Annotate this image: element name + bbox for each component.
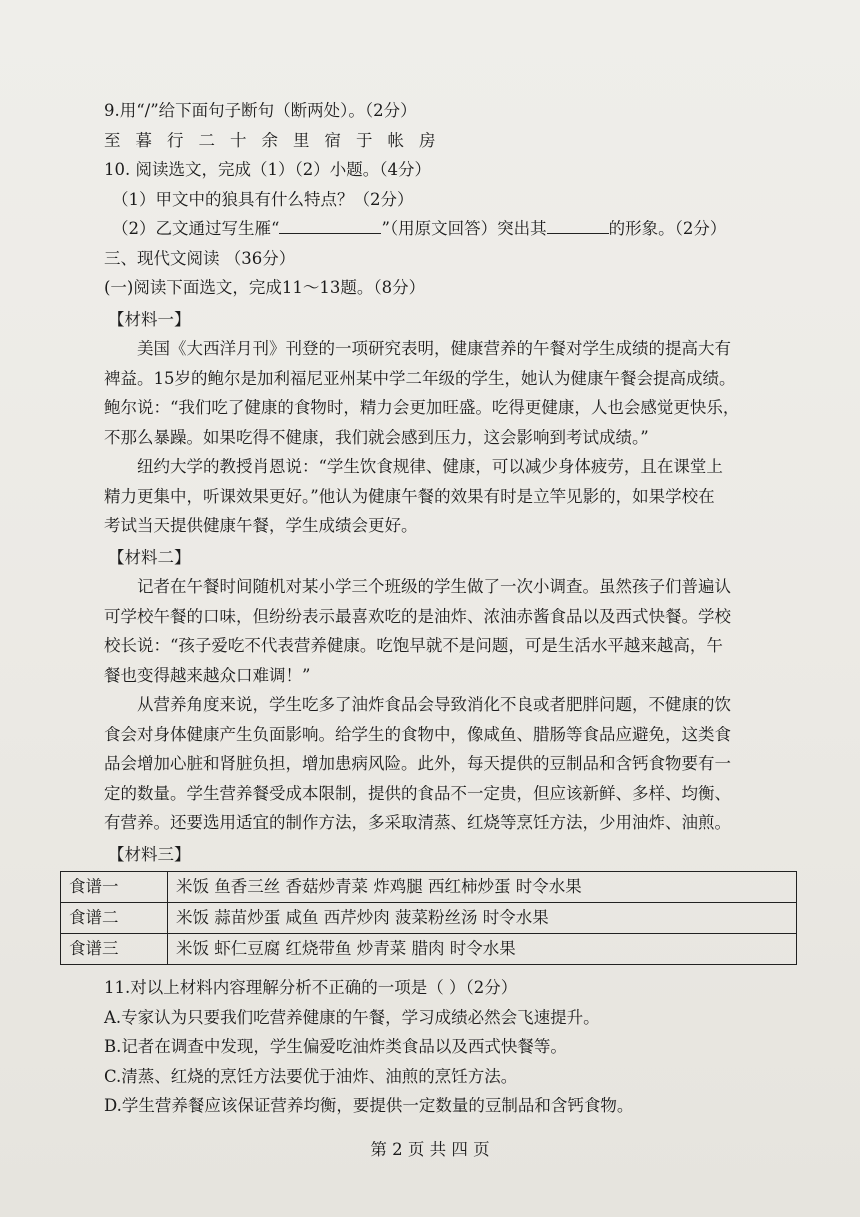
- material2-line: 定的数量。学生营养餐受成本限制，提供的食品不一定贵，但应该新鲜、多样、均衡、: [104, 783, 731, 803]
- q11-option-a: A.专家认为只要我们吃营养健康的午餐，学习成绩必然会飞速提升。: [104, 1007, 600, 1027]
- material3-title: 【材料三】: [108, 844, 191, 864]
- table-row: [61, 934, 797, 965]
- material1-line: 考试当天提供健康午餐，学生成绩会更好。: [104, 516, 418, 535]
- material2-line: 品会增加心脏和肾脏负担，增加患病风险。此外，每天提供的豆制品和含钙食物要有一: [104, 754, 731, 773]
- material1-line: 纽约大学的教授肖恩说：“学生饮食规律、健康，可以减少身体疲劳，且在课堂上: [137, 457, 723, 476]
- q10-sub1: （1）甲文中的狼具有什么特点？（2分）: [112, 189, 414, 209]
- material2-line: 有营养。还要选用适宜的制作方法，多采取清蒸、红烧等烹饪方法，少用油炸、油煎。: [104, 813, 731, 832]
- material1-line: 精力更集中，听课效果更好。”他认为健康午餐的效果有时是立竿见影的，如果学校在: [104, 486, 715, 506]
- material1-title: 【材料一】: [108, 309, 191, 329]
- q11-prompt: 11.对以上材料内容理解分析不正确的一项是（ ）（2分）: [104, 978, 518, 997]
- table-row: [61, 872, 797, 903]
- material1-line: 鲍尔说：“我们吃了健康的食物时，精力会更加旺盛。吃得更健康，人也会感觉更快乐，: [104, 398, 740, 417]
- q9-prompt: 9.用“/”给下面句子断句（断两处）。（2分）: [104, 101, 417, 120]
- menu-name: 食谱二: [61, 903, 168, 934]
- q9-sentence: 至暮行二十余里宿于帐房: [104, 130, 451, 150]
- q10-sub2-part-a: （2）乙文通过写生雁“: [112, 219, 280, 238]
- menu-items: 米饭 鱼香三丝 香菇炒青菜 炸鸡腿 西红柿炒蛋 时令水果: [168, 872, 797, 903]
- material2-line: 从营养角度来说，学生吃多了油炸食品会导致消化不良或者肥胖问题，不健康的饮: [137, 695, 731, 714]
- q11-option-b: B.记者在调查中发现，学生偏爱吃油炸类食品以及西式快餐等。: [104, 1037, 567, 1056]
- material2-line: 校长说：“孩子爱吃不代表营养健康。吃饱早就不是问题，可是生活水平越来越高，午: [104, 636, 723, 655]
- q11-option-d: D.学生营养餐应该保证营养均衡，要提供一定数量的豆制品和含钙食物。: [104, 1096, 634, 1115]
- q11-option-c: C.清蒸、红烧的烹饪方法要优于油炸、油煎的烹饪方法。: [104, 1066, 518, 1086]
- material2-line: 食会对身体健康产生负面影响。给学生的食物中，像咸鱼、腊肠等食品应避免，这类食: [104, 724, 731, 744]
- page-footer: 第 2 页 共 四 页: [370, 1140, 490, 1159]
- menu-items: 米饭 蒜苗炒蛋 咸鱼 西芹炒肉 菠菜粉丝汤 时令水果: [168, 903, 797, 934]
- page-content: [69, 96, 804, 1121]
- menu-items: 米饭 虾仁豆腐 红烧带鱼 炒青菜 腊肉 时令水果: [168, 934, 797, 965]
- answer-blank-2[interactable]: [547, 217, 609, 234]
- section3-heading: 三、现代文阅读 （36分）: [104, 248, 296, 268]
- section3-part1: (一)阅读下面选文，完成11～13题。（8分）: [104, 278, 426, 297]
- material2-line: 餐也变得越来越众口难调！”: [104, 665, 311, 685]
- material1-line: 裨益。15岁的鲍尔是加利福尼亚州某中学二年级的学生，她认为健康午餐会提高成绩。: [104, 368, 736, 388]
- q10-sub2: [104, 214, 804, 244]
- material2-title: 【材料二】: [108, 547, 191, 567]
- answer-blank-1[interactable]: [279, 217, 381, 234]
- table-row: [61, 903, 797, 934]
- material1-line: 美国《大西洋月刊》刊登的一项研究表明，健康营养的午餐对学生成绩的提高大有: [137, 339, 731, 358]
- menu-name: 食谱三: [61, 934, 168, 965]
- q10-sub2-part-c: 的形象。（2分）: [608, 219, 727, 238]
- q10-prompt: 10. 阅读选文，完成（1）（2）小题。（4分）: [104, 160, 431, 179]
- material2-line: 可学校午餐的口味，但纷纷表示最喜欢吃的是油炸、浓油赤酱食品以及西式快餐。学校: [104, 606, 731, 626]
- menu-table: [60, 871, 797, 965]
- menu-name: 食谱一: [61, 872, 168, 903]
- material2-line: 记者在午餐时间随机对某小学三个班级的学生做了一次小调查。虽然孩子们普遍认: [137, 577, 731, 596]
- q10-sub2-part-b: ”（用原文回答）突出其: [381, 219, 547, 238]
- material1-line: 不那么暴躁。如果吃得不健康，我们就会感到压力，这会影响到考试成绩。”: [104, 427, 649, 447]
